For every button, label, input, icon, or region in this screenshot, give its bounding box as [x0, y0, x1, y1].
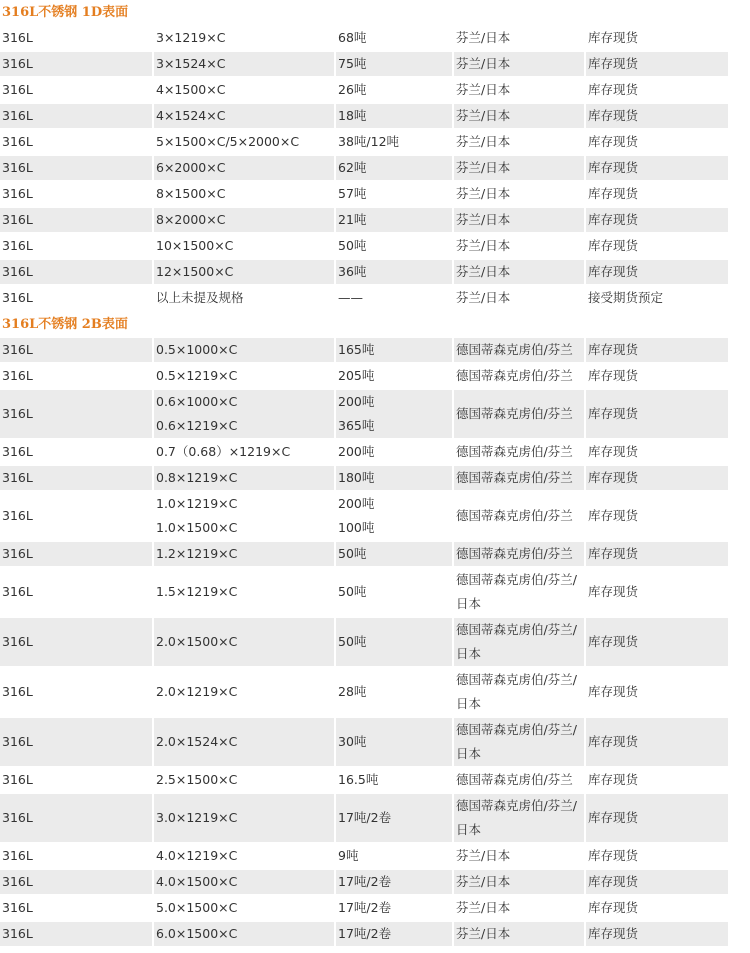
status-cell: 库存现货: [586, 618, 728, 668]
spec-cell-line: 0.6×1219×C: [156, 418, 238, 433]
grade-cell: 316L: [0, 718, 154, 768]
origin-cell: [454, 844, 586, 870]
origin-cell: [454, 104, 586, 130]
spec-cell-line: 5.0×1500×C: [156, 900, 238, 915]
spec-cell-line: 1.5×1219×C: [156, 584, 238, 599]
origin-cell-line: 德国蒂森克虏伯/芬兰/: [456, 672, 577, 687]
spec-cell: [154, 286, 336, 312]
spec-cell-line: 10×1500×C: [156, 238, 234, 253]
origin-cell-line: 德国蒂森克虏伯/芬兰/: [456, 798, 577, 813]
spec-cell-line: 3×1219×C: [156, 30, 226, 45]
spec-cell: [154, 870, 336, 896]
spec-cell-line: 4.0×1219×C: [156, 848, 238, 863]
section-title: 316L不锈钢 2B表面: [2, 317, 128, 332]
status-cell: 库存现货: [586, 492, 728, 542]
table-row: [0, 286, 728, 312]
qty-cell-line: 17吨/2卷: [338, 810, 392, 825]
grade-cell: 316L: [0, 896, 154, 922]
origin-cell: [454, 364, 586, 390]
grade-cell: 316L: [0, 492, 154, 542]
grade-cell: 316L: [0, 78, 154, 104]
grade-cell: 316L: [0, 52, 154, 78]
qty-cell: [336, 568, 454, 618]
qty-cell: [336, 922, 454, 948]
spec-cell: [154, 492, 336, 542]
qty-cell: [336, 26, 454, 52]
status-cell: 库存现货: [586, 52, 728, 78]
origin-cell: [454, 668, 586, 718]
table-row: [0, 870, 728, 896]
qty-cell: [336, 364, 454, 390]
qty-cell-line: 38吨/12吨: [338, 134, 400, 149]
spec-cell: [154, 104, 336, 130]
spec-cell: [154, 26, 336, 52]
origin-cell-line: 芬兰/日本: [456, 56, 511, 71]
origin-cell-line: 德国蒂森克虏伯/芬兰: [456, 444, 573, 459]
spec-cell: [154, 896, 336, 922]
status-cell: 库存现货: [586, 542, 728, 568]
spec-cell: [154, 718, 336, 768]
status-cell: 库存现货: [586, 26, 728, 52]
origin-cell-line: 德国蒂森克虏伯/芬兰: [456, 342, 573, 357]
qty-cell-line: 17吨/2卷: [338, 926, 392, 941]
table-row: [0, 208, 728, 234]
origin-cell-line: 德国蒂森克虏伯/芬兰: [456, 546, 573, 561]
status-cell: 库存现货: [586, 440, 728, 466]
origin-cell-line: 日本: [456, 646, 482, 661]
origin-cell: [454, 234, 586, 260]
grade-cell: 316L: [0, 364, 154, 390]
table-row: [0, 260, 728, 286]
table-row: [0, 542, 728, 568]
qty-cell: [336, 130, 454, 156]
origin-cell: [454, 870, 586, 896]
status-cell: 库存现货: [586, 338, 728, 364]
stock-table: [0, 338, 728, 948]
qty-cell-line: 62吨: [338, 160, 367, 175]
qty-cell: [336, 870, 454, 896]
origin-cell: [454, 568, 586, 618]
origin-cell: [454, 156, 586, 182]
qty-cell-line: 200吨: [338, 444, 375, 459]
origin-cell-line: 芬兰/日本: [456, 900, 511, 915]
qty-cell: [336, 466, 454, 492]
qty-cell-line: 21吨: [338, 212, 367, 227]
origin-cell-line: 德国蒂森克虏伯/芬兰/: [456, 572, 577, 587]
status-cell: 库存现货: [586, 78, 728, 104]
origin-cell-line: 德国蒂森克虏伯/芬兰/: [456, 622, 577, 637]
qty-cell: [336, 718, 454, 768]
grade-cell: 316L: [0, 234, 154, 260]
spec-cell: [154, 208, 336, 234]
qty-cell: [336, 390, 454, 440]
status-cell: 库存现货: [586, 844, 728, 870]
spec-cell: [154, 844, 336, 870]
grade-cell: 316L: [0, 922, 154, 948]
spec-cell: [154, 52, 336, 78]
origin-cell: [454, 78, 586, 104]
qty-cell-line: 365吨: [338, 418, 375, 433]
table-row: [0, 844, 728, 870]
spec-cell: [154, 390, 336, 440]
qty-cell: [336, 768, 454, 794]
qty-cell-line: 28吨: [338, 684, 367, 699]
spec-cell: [154, 130, 336, 156]
origin-cell-line: 芬兰/日本: [456, 212, 511, 227]
qty-cell-line: 18吨: [338, 108, 367, 123]
origin-cell: [454, 922, 586, 948]
qty-cell-line: 68吨: [338, 30, 367, 45]
origin-cell-line: 芬兰/日本: [456, 848, 511, 863]
qty-cell: [336, 618, 454, 668]
spec-cell-line: 2.5×1500×C: [156, 772, 238, 787]
spec-cell-line: 0.6×1000×C: [156, 394, 238, 409]
status-cell: 库存现货: [586, 668, 728, 718]
status-cell: 库存现货: [586, 130, 728, 156]
origin-cell: [454, 260, 586, 286]
qty-cell: [336, 542, 454, 568]
spec-cell-line: 以上未提及规格: [156, 290, 244, 305]
origin-cell: [454, 390, 586, 440]
table-row: [0, 718, 728, 768]
section-title: 316L不锈钢 1D表面: [2, 5, 129, 20]
table-row: [0, 78, 728, 104]
qty-cell: [336, 844, 454, 870]
spec-cell: [154, 440, 336, 466]
origin-cell-line: 芬兰/日本: [456, 108, 511, 123]
qty-cell: [336, 156, 454, 182]
spec-cell: [154, 364, 336, 390]
spec-cell: [154, 768, 336, 794]
qty-cell-line: 200吨: [338, 394, 375, 409]
qty-cell: [336, 286, 454, 312]
grade-cell: 316L: [0, 542, 154, 568]
qty-cell: [336, 896, 454, 922]
qty-cell-line: 180吨: [338, 470, 375, 485]
qty-cell-line: 17吨/2卷: [338, 900, 392, 915]
spec-cell: [154, 922, 336, 948]
spec-cell-line: 1.0×1500×C: [156, 520, 238, 535]
status-cell: 库存现货: [586, 922, 728, 948]
origin-cell-line: 芬兰/日本: [456, 160, 511, 175]
origin-cell-line: 日本: [456, 746, 482, 761]
qty-cell-line: 50吨: [338, 584, 367, 599]
spec-cell: [154, 618, 336, 668]
spec-cell: [154, 234, 336, 260]
grade-cell: 316L: [0, 156, 154, 182]
status-cell: 库存现货: [586, 260, 728, 286]
spec-cell: [154, 156, 336, 182]
status-cell: 库存现货: [586, 896, 728, 922]
qty-cell-line: 205吨: [338, 368, 375, 383]
qty-cell-line: 50吨: [338, 634, 367, 649]
stock-table: [0, 26, 728, 312]
qty-cell-line: 30吨: [338, 734, 367, 749]
table-row: [0, 466, 728, 492]
grade-cell: 316L: [0, 794, 154, 844]
status-cell: 库存现货: [586, 182, 728, 208]
qty-cell-line: 36吨: [338, 264, 367, 279]
origin-cell-line: 芬兰/日本: [456, 30, 511, 45]
origin-cell: [454, 466, 586, 492]
qty-cell: [336, 260, 454, 286]
status-cell: 库存现货: [586, 234, 728, 260]
qty-cell: [336, 338, 454, 364]
spec-cell: [154, 466, 336, 492]
qty-cell: [336, 234, 454, 260]
table-row: [0, 794, 728, 844]
spec-cell-line: 5×1500×C/5×2000×C: [156, 134, 300, 149]
status-cell: 库存现货: [586, 104, 728, 130]
table-row: [0, 182, 728, 208]
grade-cell: 316L: [0, 130, 154, 156]
spec-cell-line: 1.2×1219×C: [156, 546, 238, 561]
table-row: [0, 234, 728, 260]
table-row: [0, 922, 728, 948]
spec-cell-line: 8×1500×C: [156, 186, 226, 201]
spec-cell: [154, 794, 336, 844]
spec-cell-line: 3.0×1219×C: [156, 810, 238, 825]
status-cell: 库存现货: [586, 208, 728, 234]
table-row: [0, 668, 728, 718]
qty-cell: [336, 78, 454, 104]
qty-cell: [336, 668, 454, 718]
status-cell: 库存现货: [586, 718, 728, 768]
origin-cell-line: 德国蒂森克虏伯/芬兰: [456, 406, 573, 421]
spec-cell-line: 4×1500×C: [156, 82, 226, 97]
origin-cell-line: 德国蒂森克虏伯/芬兰: [456, 772, 573, 787]
origin-cell: [454, 768, 586, 794]
origin-cell-line: 芬兰/日本: [456, 874, 511, 889]
grade-cell: 316L: [0, 568, 154, 618]
grade-cell: 316L: [0, 870, 154, 896]
origin-cell: [454, 492, 586, 542]
origin-cell: [454, 440, 586, 466]
qty-cell-line: 50吨: [338, 238, 367, 253]
table-row: [0, 364, 728, 390]
qty-cell-line: 75吨: [338, 56, 367, 71]
qty-cell: [336, 104, 454, 130]
spec-cell-line: 4.0×1500×C: [156, 874, 238, 889]
spec-cell-line: 12×1500×C: [156, 264, 234, 279]
origin-cell-line: 芬兰/日本: [456, 82, 511, 97]
grade-cell: 316L: [0, 260, 154, 286]
grade-cell: 316L: [0, 104, 154, 130]
status-cell: 库存现货: [586, 568, 728, 618]
qty-cell-line: 26吨: [338, 82, 367, 97]
table-row: [0, 440, 728, 466]
spec-cell-line: 8×2000×C: [156, 212, 226, 227]
table-row: [0, 104, 728, 130]
grade-cell: 316L: [0, 668, 154, 718]
spec-cell-line: 4×1524×C: [156, 108, 226, 123]
table-row: [0, 618, 728, 668]
origin-cell-line: 日本: [456, 596, 482, 611]
qty-cell-line: 9吨: [338, 848, 359, 863]
origin-cell-line: 芬兰/日本: [456, 290, 511, 305]
origin-cell-line: 芬兰/日本: [456, 134, 511, 149]
qty-cell-line: 100吨: [338, 520, 375, 535]
spec-cell-line: 3×1524×C: [156, 56, 226, 71]
qty-cell: [336, 52, 454, 78]
status-cell: 库存现货: [586, 768, 728, 794]
spec-cell-line: 2.0×1500×C: [156, 634, 238, 649]
spec-cell-line: 0.5×1000×C: [156, 342, 238, 357]
origin-cell: [454, 794, 586, 844]
grade-cell: 316L: [0, 26, 154, 52]
spec-cell: [154, 182, 336, 208]
status-cell: 库存现货: [586, 364, 728, 390]
spec-cell-line: 1.0×1219×C: [156, 496, 238, 511]
origin-cell-line: 德国蒂森克虏伯/芬兰: [456, 508, 573, 523]
origin-cell-line: 德国蒂森克虏伯/芬兰/: [456, 722, 577, 737]
grade-cell: 316L: [0, 618, 154, 668]
spec-cell-line: 0.5×1219×C: [156, 368, 238, 383]
spec-cell-line: 6.0×1500×C: [156, 926, 238, 941]
spec-cell: [154, 568, 336, 618]
grade-cell: 316L: [0, 440, 154, 466]
spec-cell: [154, 338, 336, 364]
origin-cell-line: 芬兰/日本: [456, 238, 511, 253]
origin-cell-line: 日本: [456, 822, 482, 837]
status-cell: 接受期货预定: [586, 286, 728, 312]
qty-cell: [336, 208, 454, 234]
table-row: [0, 52, 728, 78]
spec-cell: [154, 78, 336, 104]
spec-cell-line: 0.7（0.68）×1219×C: [156, 444, 291, 459]
qty-cell-line: 17吨/2卷: [338, 874, 392, 889]
spec-cell-line: 0.8×1219×C: [156, 470, 238, 485]
origin-cell: [454, 718, 586, 768]
qty-cell: [336, 492, 454, 542]
spec-cell: [154, 542, 336, 568]
origin-cell: [454, 896, 586, 922]
origin-cell: [454, 338, 586, 364]
spec-cell: [154, 668, 336, 718]
status-cell: 库存现货: [586, 794, 728, 844]
origin-cell: [454, 542, 586, 568]
table-row: [0, 156, 728, 182]
qty-cell-line: 57吨: [338, 186, 367, 201]
table-row: [0, 26, 728, 52]
origin-cell-line: 芬兰/日本: [456, 926, 511, 941]
origin-cell: [454, 26, 586, 52]
status-cell: 库存现货: [586, 870, 728, 896]
grade-cell: 316L: [0, 844, 154, 870]
table-row: [0, 568, 728, 618]
table-row: [0, 896, 728, 922]
qty-cell-line: 50吨: [338, 546, 367, 561]
table-row: [0, 338, 728, 364]
origin-cell-line: 日本: [456, 696, 482, 711]
qty-cell: [336, 794, 454, 844]
grade-cell: 316L: [0, 768, 154, 794]
table-row: [0, 492, 728, 542]
qty-cell-line: 16.5吨: [338, 772, 379, 787]
grade-cell: 316L: [0, 182, 154, 208]
origin-cell-line: 芬兰/日本: [456, 264, 511, 279]
table-row: [0, 130, 728, 156]
table-row: [0, 390, 728, 440]
status-cell: 库存现货: [586, 466, 728, 492]
grade-cell: 316L: [0, 390, 154, 440]
status-cell: 库存现货: [586, 156, 728, 182]
spec-cell: [154, 260, 336, 286]
grade-cell: 316L: [0, 466, 154, 492]
origin-cell-line: 德国蒂森克虏伯/芬兰: [456, 368, 573, 383]
qty-cell: [336, 440, 454, 466]
origin-cell: [454, 208, 586, 234]
spec-cell-line: 2.0×1219×C: [156, 684, 238, 699]
status-cell: 库存现货: [586, 390, 728, 440]
grade-cell: 316L: [0, 286, 154, 312]
origin-cell: [454, 130, 586, 156]
table-row: [0, 768, 728, 794]
origin-cell-line: 德国蒂森克虏伯/芬兰: [456, 470, 573, 485]
qty-cell-line: 165吨: [338, 342, 375, 357]
origin-cell-line: 芬兰/日本: [456, 186, 511, 201]
grade-cell: 316L: [0, 338, 154, 364]
spec-cell-line: 2.0×1524×C: [156, 734, 238, 749]
spec-cell-line: 6×2000×C: [156, 160, 226, 175]
grade-cell: 316L: [0, 208, 154, 234]
origin-cell: [454, 618, 586, 668]
origin-cell: [454, 182, 586, 208]
origin-cell: [454, 286, 586, 312]
origin-cell: [454, 52, 586, 78]
qty-cell: [336, 182, 454, 208]
qty-cell-line: ——: [338, 290, 363, 305]
qty-cell-line: 200吨: [338, 496, 375, 511]
